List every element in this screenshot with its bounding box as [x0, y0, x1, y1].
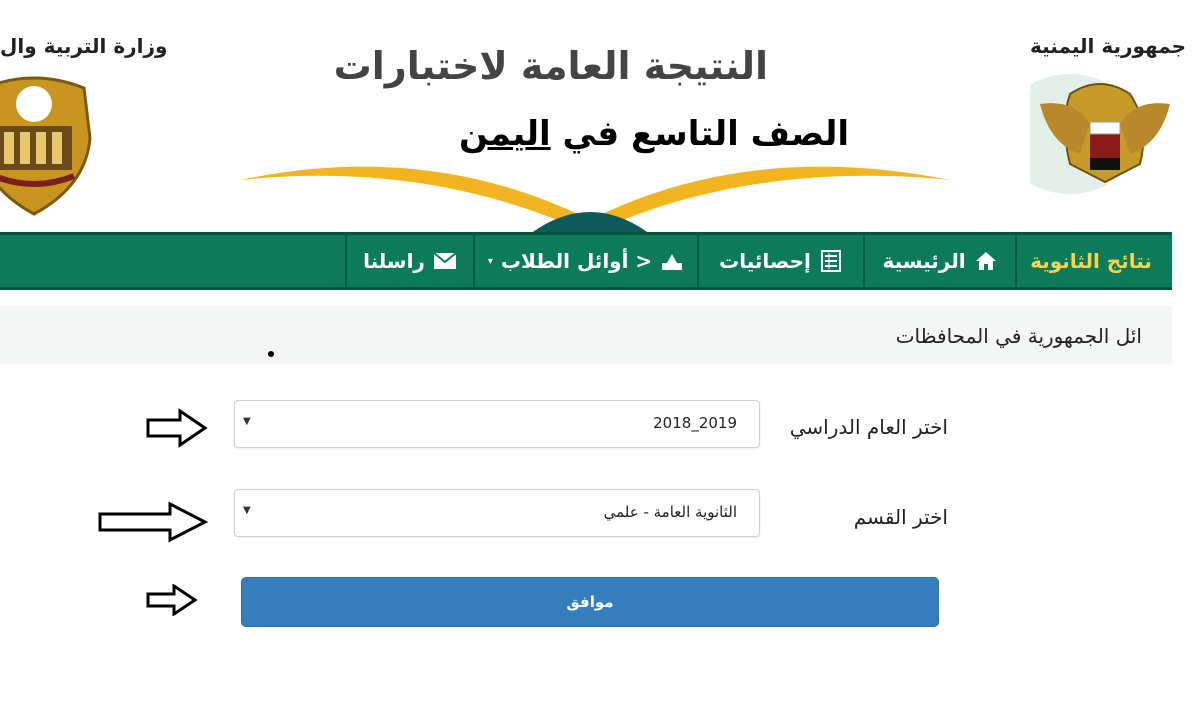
nav-item-label: إحصائيات	[719, 249, 811, 273]
nav-item-label: راسلنا	[363, 249, 425, 273]
ministry-name: وزارة التربية وال	[0, 34, 168, 58]
nav-item-label: < أوائل الطلاب	[500, 249, 653, 273]
page-subtitle	[444, 114, 864, 154]
nav-item-contact[interactable]	[345, 235, 473, 287]
arrow-right-icon	[146, 408, 208, 448]
statistics-icon	[819, 250, 843, 272]
nav-item-home[interactable]	[863, 235, 1015, 287]
book-arc-decoration	[230, 150, 960, 232]
section-select-value: الثانوية العامة - علمي	[603, 503, 737, 521]
page-title: النتيجة العامة لاختبارات	[333, 44, 768, 88]
top-students-icon	[660, 250, 684, 272]
section-select[interactable]	[234, 489, 760, 537]
site-header	[0, 0, 1200, 232]
year-select[interactable]	[234, 400, 760, 448]
breadcrumb: ائل الجمهورية في المحافظات	[895, 324, 1142, 348]
stray-dot	[268, 351, 274, 357]
subtitle-country: اليمن	[458, 114, 551, 154]
envelope-icon	[433, 250, 457, 272]
subtitle-grade: الصف التاسع في	[562, 114, 850, 154]
home-icon	[974, 250, 998, 272]
nav-item-top-students[interactable]	[473, 235, 697, 287]
submit-button[interactable]: موافق	[241, 577, 939, 627]
breadcrumb-bar	[0, 306, 1172, 364]
republic-emblem	[1030, 64, 1180, 194]
dropdown-arrow-icon: ▼	[243, 505, 251, 516]
dropdown-arrow-icon: ▼	[243, 416, 251, 427]
year-label: اختر العام الدراسي	[789, 415, 948, 439]
republic-name: جمهورية اليمنية	[1030, 34, 1187, 58]
nav-item-secondary-results[interactable]	[1015, 235, 1165, 287]
nav-item-label: نتائج الثانوية	[1030, 249, 1152, 273]
arrow-right-icon	[98, 500, 208, 544]
main-navbar	[0, 232, 1172, 290]
nav-item-label: الرئيسية	[882, 249, 966, 273]
section-label: اختر القسم	[853, 505, 948, 529]
chevron-down-icon: ▾	[487, 255, 493, 267]
arrow-right-icon	[146, 584, 198, 616]
ministry-logo	[0, 68, 100, 218]
nav-item-statistics[interactable]	[697, 235, 863, 287]
year-select-value: 2019_2018	[653, 414, 737, 432]
